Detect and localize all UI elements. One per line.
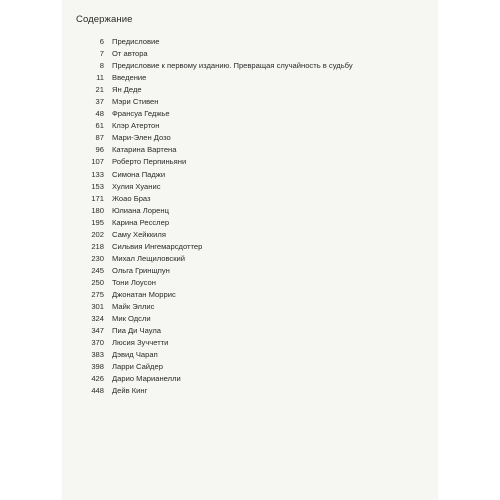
toc-page-number: 398 xyxy=(91,362,104,372)
book-page xyxy=(62,0,438,500)
toc-entry xyxy=(62,156,438,168)
toc-entry-label: Франсуа Геджье xyxy=(112,109,170,119)
toc-page-number: 133 xyxy=(91,169,104,179)
toc-entry xyxy=(62,144,438,156)
toc-entry xyxy=(62,301,438,313)
toc-entry-label: Ян Деде xyxy=(112,85,142,95)
toc-page-number: 96 xyxy=(95,145,104,155)
toc-entry-label: Предисловие к первому изданию. Превращая случайность в судьбу xyxy=(112,61,353,71)
toc-entry xyxy=(62,96,438,108)
toc-entry-label: Карина Ресслер xyxy=(112,217,170,227)
toc-page-number: 61 xyxy=(95,121,104,131)
toc-page-number: 37 xyxy=(95,97,104,107)
toc-entry xyxy=(62,313,438,325)
toc-entry-label: Дэвид Чарап xyxy=(112,350,158,360)
toc-page-number: 275 xyxy=(91,289,104,299)
toc-entry-label: Роберто Перпиньяни xyxy=(112,157,187,167)
toc-page-number: 448 xyxy=(91,386,104,396)
toc-entry xyxy=(62,72,438,84)
toc-list xyxy=(62,36,438,397)
toc-entry-label: Саму Хейккиля xyxy=(112,229,166,239)
toc-page-number: 180 xyxy=(91,205,104,215)
toc-entry-label: Клэр Атертон xyxy=(112,121,160,131)
toc-entry-label: Юлиана Лоренц xyxy=(112,205,169,215)
toc-entry xyxy=(62,277,438,289)
toc-entry-label: Мари-Элен Дозо xyxy=(112,133,171,143)
toc-page-number: 250 xyxy=(91,277,104,287)
toc-entry xyxy=(62,289,438,301)
toc-entry-label: Тони Лоусон xyxy=(112,277,156,287)
toc-entry xyxy=(62,265,438,277)
toc-entry-label: Жоао Браз xyxy=(112,193,151,203)
toc-entry xyxy=(62,48,438,60)
toc-page-number: 7 xyxy=(99,49,104,59)
toc-page-number: 230 xyxy=(91,253,104,263)
toc-page-number: 202 xyxy=(91,229,104,239)
toc-entry xyxy=(62,337,438,349)
toc-page-number: 218 xyxy=(91,241,104,251)
toc-entry xyxy=(62,385,438,397)
toc-entry-label: Люсия Зуччетти xyxy=(112,338,169,348)
toc-title: Содержание xyxy=(76,14,133,25)
toc-page-number: 48 xyxy=(95,109,104,119)
toc-page-number: 11 xyxy=(96,73,104,83)
toc-entry-label: Мэри Стивен xyxy=(112,97,159,107)
toc-page-number: 324 xyxy=(91,314,104,324)
toc-entry-label: Хулия Хуанис xyxy=(112,181,161,191)
toc-page-number: 347 xyxy=(91,326,104,336)
toc-page-number: 383 xyxy=(91,350,104,360)
toc-entry-label: Михал Лещиловский xyxy=(112,253,186,263)
toc-entry xyxy=(62,373,438,385)
toc-page-number: 21 xyxy=(95,85,104,95)
toc-entry-label: Сильвия Ингемарсдоттер xyxy=(112,241,203,251)
toc-entry xyxy=(62,241,438,253)
toc-entry-label: Мик Одсли xyxy=(112,314,151,324)
toc-page-number: 195 xyxy=(91,217,104,227)
toc-entry xyxy=(62,325,438,337)
toc-entry xyxy=(62,253,438,265)
toc-entry xyxy=(62,84,438,96)
toc-entry xyxy=(62,193,438,205)
toc-entry xyxy=(62,217,438,229)
toc-page-number: 87 xyxy=(95,133,104,143)
toc-entry-label: Дарио Марианелли xyxy=(112,374,181,384)
toc-entry xyxy=(62,36,438,48)
toc-entry xyxy=(62,349,438,361)
toc-entry xyxy=(62,120,438,132)
toc-entry-label: Майк Эллис xyxy=(112,302,155,312)
toc-entry xyxy=(62,108,438,120)
toc-entry-label: Предисловие xyxy=(112,37,160,46)
toc-entry xyxy=(62,229,438,241)
toc-entry-label: Симона Паджи xyxy=(112,169,166,179)
toc-entry xyxy=(62,169,438,181)
toc-entry-label: От автора xyxy=(112,49,148,59)
toc-page-number: 107 xyxy=(91,157,104,167)
toc-page-number: 6 xyxy=(99,37,104,46)
toc-entry-label: Введение xyxy=(112,73,147,83)
toc-page-number: 8 xyxy=(99,61,104,71)
toc-page-number: 426 xyxy=(91,374,104,384)
toc-entry xyxy=(62,60,438,72)
toc-entry xyxy=(62,205,438,217)
toc-entry-label: Дейв Кинг xyxy=(112,386,148,396)
toc-entry xyxy=(62,361,438,373)
toc-entry-label: Катарина Вартена xyxy=(112,145,177,155)
toc-entry-label: Ларри Сайдер xyxy=(112,362,163,372)
toc-entry xyxy=(62,132,438,144)
toc-page-number: 370 xyxy=(91,338,104,348)
toc-page-number: 301 xyxy=(91,302,104,312)
toc-entry-label: Пиа Ди Чаула xyxy=(112,326,162,336)
toc-page-number: 153 xyxy=(91,181,104,191)
toc-page-number: 171 xyxy=(91,193,104,203)
toc-entry-label: Ольга Гринщпун xyxy=(112,265,170,275)
toc-entry xyxy=(62,181,438,193)
toc-entry-label: Джонатан Моррис xyxy=(112,289,176,299)
toc-page-number: 245 xyxy=(91,265,104,275)
